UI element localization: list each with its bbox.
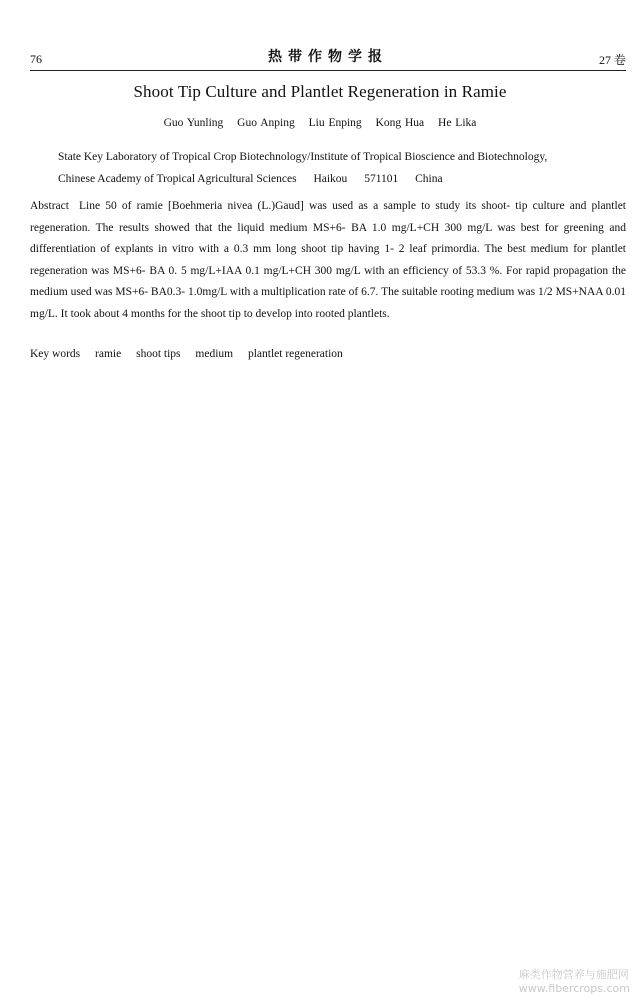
keywords-label: Key words: [30, 348, 81, 360]
keywords: [30, 348, 626, 360]
keyword: medium: [195, 348, 234, 360]
abstract-text: Line 50 of ramie [Boehmeria nivea (L.)Gaud] was used as a sample to study its shoot- tip culture and plantlet regeneration. The results showed that the liquid medium MS+6- BA 1.0 mg/L+CH 300 mg/L was best for greening and differentiation of explants in vitro with a 0.3 mm long shoot tip having 1- 2 leaf primordia. The best medium for plantlet regeneration was MS+6- BA 0. 5 mg/L+IAA 0.1 mg/L+CH 300 mg/L with an efficiency of 53.3 %. For rapid propagation the medium used was MS+6- BA0.3- 1.0mg/L with a multiplication rate of 6.7. The suitable rooting medium was 1/2 MS+NAA 0.01 mg/L. It took about 4 months for the shoot tip to develop into rooted plantlets.: [30, 200, 626, 320]
volume-label: 27 卷: [598, 53, 626, 67]
keyword: shoot tips: [136, 348, 181, 360]
author-name: He Lika: [438, 117, 477, 129]
watermark-line-1: 麻类作物营养与施肥网: [518, 968, 629, 981]
affiliation-country: China: [415, 173, 443, 185]
abstract-label: Abstract: [30, 200, 69, 212]
running-header: [30, 40, 626, 71]
affiliation-postcode: 571101: [364, 173, 399, 185]
author-name: Liu Enping: [308, 117, 362, 129]
affiliation-line-1: State Key Laboratory of Tropical Crop Biotechnology/Institute of Tropical Bioscience and Biotechnology,: [58, 151, 548, 163]
affiliation-city: Haikou: [313, 173, 348, 185]
affiliation: [58, 146, 610, 190]
site-watermark: [519, 968, 630, 996]
abstract: [30, 196, 626, 325]
affiliation-institution: Chinese Academy of Tropical Agricultural Sciences: [58, 173, 297, 185]
article-title: Shoot Tip Culture and Plantlet Regeneration in Ramie: [133, 82, 507, 101]
affiliation-line-2: [58, 168, 610, 190]
page-number: 76: [30, 52, 42, 66]
author-name: Guo Anping: [237, 117, 295, 129]
author-name: Guo Yunling: [163, 117, 224, 129]
watermark-line-2: www.fibercrops.com: [518, 982, 630, 995]
keyword: ramie: [95, 348, 122, 360]
keyword: plantlet regeneration: [247, 348, 343, 360]
author-name: Kong Hua: [375, 117, 425, 129]
journal-name: 热带作物学报: [268, 49, 388, 65]
author-list: [0, 117, 640, 129]
